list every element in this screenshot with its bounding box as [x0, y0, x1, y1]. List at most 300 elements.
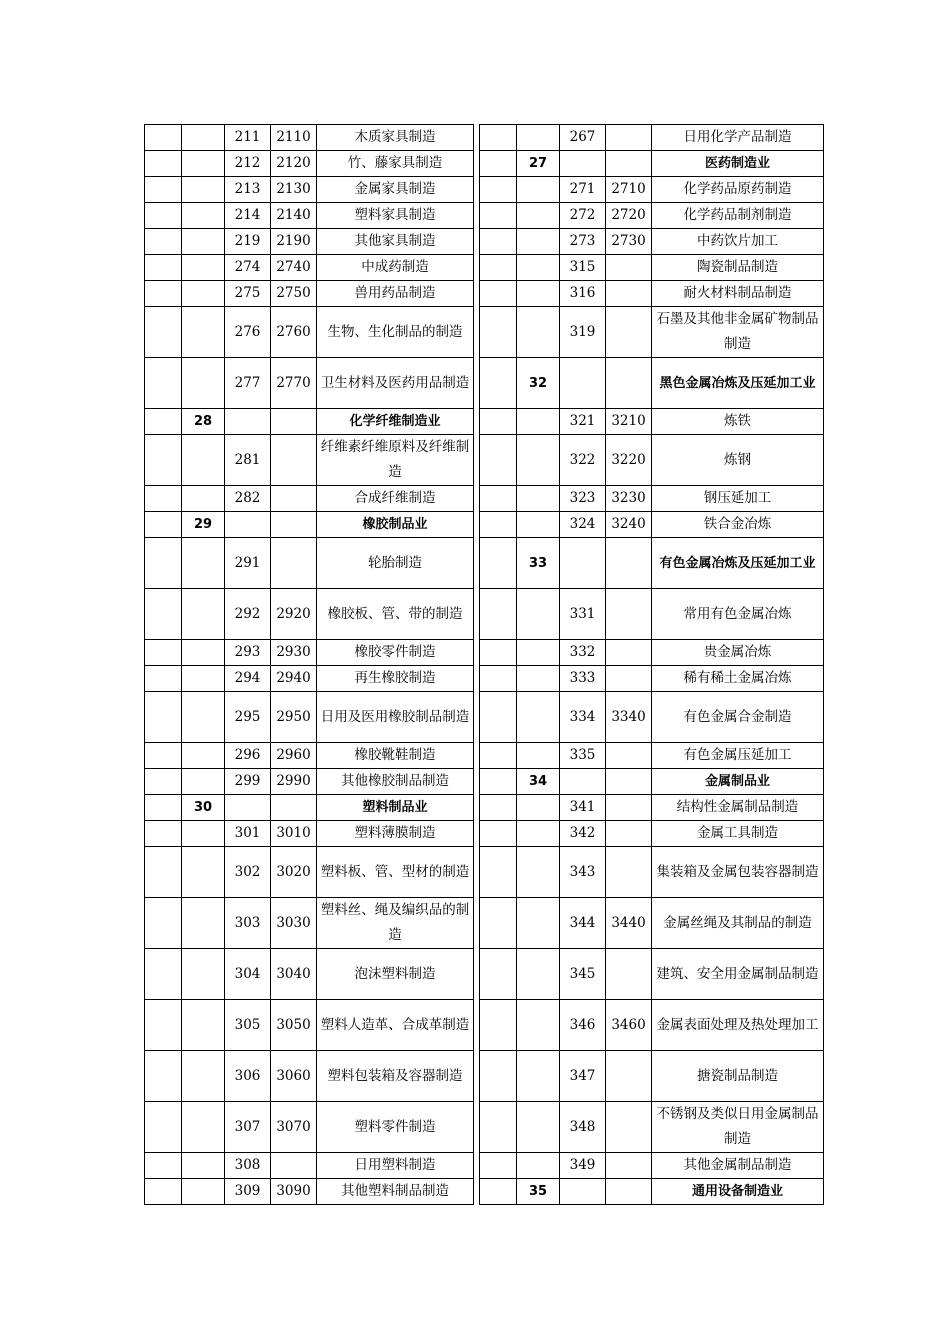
left-minor-code-cell: 294: [225, 666, 271, 692]
table-row: [145, 358, 824, 409]
industry-classification-table: [144, 124, 824, 1205]
left-major-code-cell: [182, 821, 225, 847]
right-name-cell: 金属制品业: [652, 769, 824, 795]
right-name-cell: 有色金属冶炼及压延加工业: [652, 538, 824, 589]
right-class-code-cell: [606, 281, 652, 307]
right-category-cell: [480, 769, 517, 795]
right-name-cell: 搪瓷制品制造: [652, 1051, 824, 1102]
table-row: [145, 743, 824, 769]
right-minor-code-cell: [560, 1179, 606, 1205]
right-class-code-cell: [606, 307, 652, 358]
right-category-cell: [480, 795, 517, 821]
right-name-cell: 黑色金属冶炼及压延加工业: [652, 358, 824, 409]
right-class-code-cell: [606, 847, 652, 898]
right-minor-code-cell: [560, 769, 606, 795]
right-category-cell: [480, 255, 517, 281]
right-minor-code-cell: 319: [560, 307, 606, 358]
left-name-cell: 金属家具制造: [317, 177, 474, 203]
right-major-code-cell: [517, 589, 560, 640]
left-minor-code-cell: 304: [225, 949, 271, 1000]
left-class-code-cell: [271, 1153, 317, 1179]
right-category-cell: [480, 409, 517, 435]
left-category-cell: [145, 486, 182, 512]
right-category-cell: [480, 949, 517, 1000]
left-minor-code-cell: [225, 512, 271, 538]
left-class-code-cell: 2940: [271, 666, 317, 692]
right-category-cell: [480, 125, 517, 151]
left-major-code-cell: [182, 666, 225, 692]
left-class-code-cell: 2920: [271, 589, 317, 640]
right-major-code-cell: [517, 666, 560, 692]
left-class-code-cell: [271, 409, 317, 435]
right-name-cell: 金属丝绳及其制品的制造: [652, 898, 824, 949]
left-class-code-cell: 2110: [271, 125, 317, 151]
left-minor-code-cell: 211: [225, 125, 271, 151]
right-category-cell: [480, 666, 517, 692]
left-name-cell: 轮胎制造: [317, 538, 474, 589]
left-name-cell: 橡胶制品业: [317, 512, 474, 538]
right-major-code-cell: [517, 177, 560, 203]
left-minor-code-cell: 309: [225, 1179, 271, 1205]
right-minor-code-cell: 315: [560, 255, 606, 281]
right-name-cell: 金属表面处理及热处理加工: [652, 1000, 824, 1051]
left-minor-code-cell: 307: [225, 1102, 271, 1153]
right-name-cell: 通用设备制造业: [652, 1179, 824, 1205]
right-minor-code-cell: 348: [560, 1102, 606, 1153]
left-major-code-cell: [182, 640, 225, 666]
right-minor-code-cell: 331: [560, 589, 606, 640]
left-category-cell: [145, 692, 182, 743]
right-class-code-cell: [606, 743, 652, 769]
table-row: [145, 125, 824, 151]
right-name-cell: 铁合金冶炼: [652, 512, 824, 538]
right-minor-code-cell: 273: [560, 229, 606, 255]
right-class-code-cell: [606, 1051, 652, 1102]
table-row: [145, 640, 824, 666]
left-major-code-cell: 29: [182, 512, 225, 538]
left-major-code-cell: [182, 898, 225, 949]
left-major-code-cell: [182, 1051, 225, 1102]
left-class-code-cell: 2140: [271, 203, 317, 229]
left-name-cell: 其他塑料制品制造: [317, 1179, 474, 1205]
left-name-cell: 生物、生化制品的制造: [317, 307, 474, 358]
left-major-code-cell: [182, 203, 225, 229]
right-category-cell: [480, 640, 517, 666]
left-class-code-cell: 2740: [271, 255, 317, 281]
left-minor-code-cell: 303: [225, 898, 271, 949]
left-class-code-cell: 2770: [271, 358, 317, 409]
table-row: [145, 949, 824, 1000]
right-class-code-cell: [606, 666, 652, 692]
left-major-code-cell: [182, 1179, 225, 1205]
left-major-code-cell: [182, 692, 225, 743]
right-minor-code-cell: [560, 538, 606, 589]
right-name-cell: 其他金属制品制造: [652, 1153, 824, 1179]
table-row: [145, 1102, 824, 1153]
right-class-code-cell: 3460: [606, 1000, 652, 1051]
left-name-cell: 塑料家具制造: [317, 203, 474, 229]
right-name-cell: 不锈钢及类似日用金属制品制造: [652, 1102, 824, 1153]
table-row: [145, 1000, 824, 1051]
right-category-cell: [480, 743, 517, 769]
right-major-code-cell: [517, 743, 560, 769]
left-name-cell: 木质家具制造: [317, 125, 474, 151]
right-major-code-cell: [517, 409, 560, 435]
table-row: [145, 307, 824, 358]
left-major-code-cell: [182, 743, 225, 769]
right-major-code-cell: [517, 125, 560, 151]
left-category-cell: [145, 281, 182, 307]
left-major-code-cell: [182, 486, 225, 512]
table-row: [145, 666, 824, 692]
right-major-code-cell: [517, 640, 560, 666]
left-class-code-cell: 3020: [271, 847, 317, 898]
left-major-code-cell: [182, 1153, 225, 1179]
left-major-code-cell: [182, 847, 225, 898]
right-minor-code-cell: 324: [560, 512, 606, 538]
left-category-cell: [145, 949, 182, 1000]
left-minor-code-cell: 214: [225, 203, 271, 229]
right-category-cell: [480, 151, 517, 177]
left-minor-code-cell: 295: [225, 692, 271, 743]
left-category-cell: [145, 1051, 182, 1102]
right-class-code-cell: 2720: [606, 203, 652, 229]
right-major-code-cell: 35: [517, 1179, 560, 1205]
right-class-code-cell: [606, 538, 652, 589]
right-minor-code-cell: 343: [560, 847, 606, 898]
left-class-code-cell: 3040: [271, 949, 317, 1000]
right-major-code-cell: [517, 486, 560, 512]
left-category-cell: [145, 847, 182, 898]
left-class-code-cell: 3070: [271, 1102, 317, 1153]
right-name-cell: 炼铁: [652, 409, 824, 435]
left-category-cell: [145, 203, 182, 229]
left-major-code-cell: [182, 538, 225, 589]
left-category-cell: [145, 229, 182, 255]
right-name-cell: 钢压延加工: [652, 486, 824, 512]
right-category-cell: [480, 512, 517, 538]
right-category-cell: [480, 898, 517, 949]
right-major-code-cell: [517, 1000, 560, 1051]
table-row: [145, 151, 824, 177]
right-category-cell: [480, 177, 517, 203]
left-minor-code-cell: 276: [225, 307, 271, 358]
left-major-code-cell: [182, 1000, 225, 1051]
right-name-cell: 日用化学产品制造: [652, 125, 824, 151]
left-name-cell: 卫生材料及医药用品制造: [317, 358, 474, 409]
right-name-cell: 结构性金属制品制造: [652, 795, 824, 821]
right-class-code-cell: [606, 640, 652, 666]
left-category-cell: [145, 743, 182, 769]
left-category-cell: [145, 1102, 182, 1153]
right-name-cell: 建筑、安全用金属制品制造: [652, 949, 824, 1000]
left-class-code-cell: [271, 512, 317, 538]
right-class-code-cell: 3440: [606, 898, 652, 949]
right-class-code-cell: [606, 1102, 652, 1153]
right-minor-code-cell: 349: [560, 1153, 606, 1179]
left-name-cell: 橡胶板、管、带的制造: [317, 589, 474, 640]
table-body: [145, 125, 824, 1205]
right-class-code-cell: 3220: [606, 435, 652, 486]
right-major-code-cell: [517, 795, 560, 821]
left-category-cell: [145, 795, 182, 821]
right-category-cell: [480, 486, 517, 512]
right-name-cell: 中药饮片加工: [652, 229, 824, 255]
left-name-cell: 纤维素纤维原料及纤维制造: [317, 435, 474, 486]
left-category-cell: [145, 769, 182, 795]
left-major-code-cell: [182, 307, 225, 358]
right-category-cell: [480, 435, 517, 486]
table-row: [145, 512, 824, 538]
left-major-code-cell: [182, 281, 225, 307]
right-category-cell: [480, 1000, 517, 1051]
right-minor-code-cell: 347: [560, 1051, 606, 1102]
left-major-code-cell: [182, 229, 225, 255]
left-major-code-cell: [182, 151, 225, 177]
left-name-cell: 中成药制造: [317, 255, 474, 281]
table-row: [145, 229, 824, 255]
table-row: [145, 821, 824, 847]
left-name-cell: 塑料薄膜制造: [317, 821, 474, 847]
right-class-code-cell: [606, 125, 652, 151]
left-category-cell: [145, 666, 182, 692]
left-name-cell: 合成纤维制造: [317, 486, 474, 512]
left-major-code-cell: [182, 435, 225, 486]
right-major-code-cell: [517, 847, 560, 898]
right-name-cell: 陶瓷制品制造: [652, 255, 824, 281]
left-class-code-cell: 2130: [271, 177, 317, 203]
left-major-code-cell: [182, 358, 225, 409]
right-category-cell: [480, 281, 517, 307]
right-category-cell: [480, 847, 517, 898]
right-class-code-cell: 2730: [606, 229, 652, 255]
right-major-code-cell: [517, 821, 560, 847]
left-category-cell: [145, 307, 182, 358]
left-class-code-cell: 3060: [271, 1051, 317, 1102]
right-minor-code-cell: 271: [560, 177, 606, 203]
left-major-code-cell: 28: [182, 409, 225, 435]
left-name-cell: 塑料制品业: [317, 795, 474, 821]
left-name-cell: 日用及医用橡胶制品制造: [317, 692, 474, 743]
right-category-cell: [480, 1179, 517, 1205]
left-minor-code-cell: 281: [225, 435, 271, 486]
left-category-cell: [145, 538, 182, 589]
right-name-cell: 稀有稀土金属冶炼: [652, 666, 824, 692]
left-name-cell: 塑料丝、绳及编织品的制造: [317, 898, 474, 949]
left-minor-code-cell: 308: [225, 1153, 271, 1179]
table-row: [145, 1153, 824, 1179]
left-category-cell: [145, 435, 182, 486]
left-major-code-cell: [182, 125, 225, 151]
left-name-cell: 日用塑料制造: [317, 1153, 474, 1179]
left-category-cell: [145, 898, 182, 949]
right-major-code-cell: [517, 203, 560, 229]
right-name-cell: 常用有色金属冶炼: [652, 589, 824, 640]
right-major-code-cell: [517, 281, 560, 307]
right-name-cell: 化学药品制剂制造: [652, 203, 824, 229]
right-category-cell: [480, 229, 517, 255]
left-class-code-cell: [271, 795, 317, 821]
right-minor-code-cell: 341: [560, 795, 606, 821]
right-major-code-cell: 34: [517, 769, 560, 795]
left-name-cell: 泡沫塑料制造: [317, 949, 474, 1000]
right-class-code-cell: 3210: [606, 409, 652, 435]
right-minor-code-cell: 321: [560, 409, 606, 435]
left-minor-code-cell: 213: [225, 177, 271, 203]
left-minor-code-cell: 302: [225, 847, 271, 898]
left-category-cell: [145, 821, 182, 847]
right-class-code-cell: [606, 151, 652, 177]
table-row: [145, 1179, 824, 1205]
left-class-code-cell: 2950: [271, 692, 317, 743]
right-category-cell: [480, 1051, 517, 1102]
right-class-code-cell: 2710: [606, 177, 652, 203]
left-class-code-cell: 3010: [271, 821, 317, 847]
left-class-code-cell: 2120: [271, 151, 317, 177]
right-category-cell: [480, 1102, 517, 1153]
right-category-cell: [480, 203, 517, 229]
table-row: [145, 538, 824, 589]
left-category-cell: [145, 409, 182, 435]
left-minor-code-cell: 299: [225, 769, 271, 795]
right-class-code-cell: [606, 589, 652, 640]
right-class-code-cell: [606, 1153, 652, 1179]
left-major-code-cell: [182, 1102, 225, 1153]
right-minor-code-cell: [560, 358, 606, 409]
left-category-cell: [145, 1000, 182, 1051]
right-category-cell: [480, 589, 517, 640]
right-name-cell: 耐火材料制品制造: [652, 281, 824, 307]
right-major-code-cell: 32: [517, 358, 560, 409]
left-category-cell: [145, 640, 182, 666]
left-minor-code-cell: 274: [225, 255, 271, 281]
table-row: [145, 692, 824, 743]
left-minor-code-cell: 293: [225, 640, 271, 666]
left-name-cell: 塑料包装箱及容器制造: [317, 1051, 474, 1102]
right-minor-code-cell: 345: [560, 949, 606, 1000]
right-minor-code-cell: [560, 151, 606, 177]
table-row: [145, 769, 824, 795]
right-major-code-cell: [517, 255, 560, 281]
right-class-code-cell: [606, 821, 652, 847]
left-major-code-cell: [182, 769, 225, 795]
left-category-cell: [145, 358, 182, 409]
left-class-code-cell: 2990: [271, 769, 317, 795]
left-minor-code-cell: 291: [225, 538, 271, 589]
right-class-code-cell: [606, 1179, 652, 1205]
table-row: [145, 409, 824, 435]
left-minor-code-cell: 275: [225, 281, 271, 307]
left-minor-code-cell: 277: [225, 358, 271, 409]
left-category-cell: [145, 512, 182, 538]
right-major-code-cell: [517, 898, 560, 949]
left-class-code-cell: [271, 435, 317, 486]
right-name-cell: 石墨及其他非金属矿物制品制造: [652, 307, 824, 358]
left-name-cell: 竹、藤家具制造: [317, 151, 474, 177]
right-minor-code-cell: 323: [560, 486, 606, 512]
right-major-code-cell: [517, 229, 560, 255]
right-minor-code-cell: 267: [560, 125, 606, 151]
right-category-cell: [480, 821, 517, 847]
left-minor-code-cell: 292: [225, 589, 271, 640]
left-category-cell: [145, 255, 182, 281]
left-class-code-cell: [271, 486, 317, 512]
left-major-code-cell: [182, 949, 225, 1000]
left-category-cell: [145, 1179, 182, 1205]
left-category-cell: [145, 177, 182, 203]
right-major-code-cell: [517, 1153, 560, 1179]
left-class-code-cell: 2190: [271, 229, 317, 255]
left-minor-code-cell: 296: [225, 743, 271, 769]
right-name-cell: 贵金属冶炼: [652, 640, 824, 666]
right-major-code-cell: [517, 307, 560, 358]
left-major-code-cell: [182, 255, 225, 281]
table-row: [145, 435, 824, 486]
right-major-code-cell: 33: [517, 538, 560, 589]
left-category-cell: [145, 125, 182, 151]
left-class-code-cell: 3090: [271, 1179, 317, 1205]
left-major-code-cell: [182, 177, 225, 203]
right-name-cell: 医药制造业: [652, 151, 824, 177]
right-minor-code-cell: 334: [560, 692, 606, 743]
right-class-code-cell: [606, 795, 652, 821]
right-major-code-cell: [517, 512, 560, 538]
table-row: [145, 177, 824, 203]
left-name-cell: 塑料人造革、合成革制造: [317, 1000, 474, 1051]
left-class-code-cell: 2960: [271, 743, 317, 769]
right-class-code-cell: [606, 358, 652, 409]
table-row: [145, 255, 824, 281]
right-class-code-cell: [606, 255, 652, 281]
right-class-code-cell: [606, 949, 652, 1000]
left-minor-code-cell: 219: [225, 229, 271, 255]
left-category-cell: [145, 1153, 182, 1179]
left-class-code-cell: 3050: [271, 1000, 317, 1051]
right-minor-code-cell: 346: [560, 1000, 606, 1051]
left-class-code-cell: 2750: [271, 281, 317, 307]
left-minor-code-cell: [225, 409, 271, 435]
right-major-code-cell: 27: [517, 151, 560, 177]
right-minor-code-cell: 333: [560, 666, 606, 692]
right-major-code-cell: [517, 1051, 560, 1102]
left-name-cell: 其他家具制造: [317, 229, 474, 255]
right-category-cell: [480, 538, 517, 589]
left-major-code-cell: 30: [182, 795, 225, 821]
left-minor-code-cell: 301: [225, 821, 271, 847]
left-minor-code-cell: 212: [225, 151, 271, 177]
right-major-code-cell: [517, 435, 560, 486]
right-minor-code-cell: 344: [560, 898, 606, 949]
left-minor-code-cell: 306: [225, 1051, 271, 1102]
right-minor-code-cell: 342: [560, 821, 606, 847]
table-row: [145, 795, 824, 821]
right-name-cell: 炼钢: [652, 435, 824, 486]
right-category-cell: [480, 358, 517, 409]
right-minor-code-cell: 322: [560, 435, 606, 486]
table-row: [145, 898, 824, 949]
right-class-code-cell: 3340: [606, 692, 652, 743]
right-category-cell: [480, 1153, 517, 1179]
left-name-cell: 塑料板、管、型材的制造: [317, 847, 474, 898]
left-name-cell: 橡胶靴鞋制造: [317, 743, 474, 769]
right-major-code-cell: [517, 1102, 560, 1153]
table-row: [145, 1051, 824, 1102]
left-minor-code-cell: [225, 795, 271, 821]
right-category-cell: [480, 692, 517, 743]
right-category-cell: [480, 307, 517, 358]
table-row: [145, 847, 824, 898]
left-name-cell: 再生橡胶制造: [317, 666, 474, 692]
